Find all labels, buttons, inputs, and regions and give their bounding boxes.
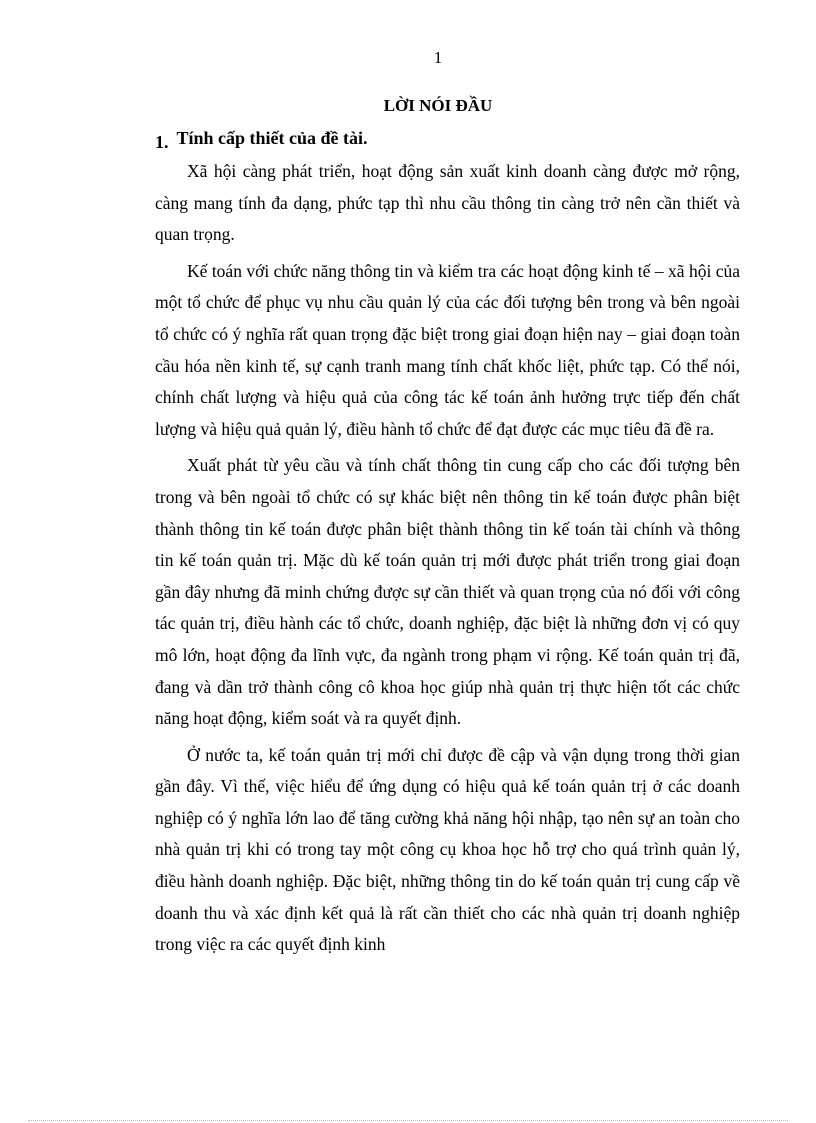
section-number: 1. <box>155 132 169 152</box>
section-heading <box>155 128 368 152</box>
footer-divider <box>28 1120 788 1121</box>
section-heading-text: Tính cấp thiết của đề tài. <box>176 128 368 148</box>
paragraph: Kế toán với chức năng thông tin và kiểm tra các hoạt động kinh tế – xã hội của một tổ chức để phục vụ nhu cầu quản lý của các đối tượng bên trong và bên ngoài tổ chức có ý nghĩa rất quan trọng đặc biệt trong giai đoạn hiện nay – giai đoạn toàn cầu hóa nền kinh tế, sự cạnh tranh mang tính chất khốc liệt, phức tạp. Có thể nói, chính chất lượng và hiệu quả của công tác kế toán ảnh hưởng trực tiếp đến chất lượng và hiệu quả quản lý, điều hành tổ chức để đạt được các mục tiêu đã đề ra. <box>155 260 740 439</box>
paragraph: Xuất phát từ yêu cầu và tính chất thông tin cung cấp cho các đối tượng bên trong và bên ngoài tổ chức có sự khác biệt nên thông tin kế toán được phân biệt thành thông tin kế toán được phân biệt thành thông tin kế toán tài chính và thông tin kế toán quản trị. Mặc dù kế toán quản trị mới được phát triển trong giai đoạn gần đây nhưng đã minh chứng được sự cần thiết và quan trọng của nó đối với công tác quản trị, điều hành các tổ chức, doanh nghiệp, đặc biệt là những đơn vị có quy mô lớn, hoạt động đa lĩnh vực, đa ngành trong phạm vi rộng. Kế toán quản trị đã, đang và dần trở thành công cô khoa học giúp nhà quản trị thực hiện tốt các chức năng hoạt động, kiểm soát và ra quyết định. <box>155 455 740 729</box>
paragraph: Ở nước ta, kế toán quản trị mới chỉ được đề cập và vận dụng trong thời gian gần đây. Vì thế, việc hiểu để ứng dụng có hiệu quả kế toán quản trị ở các doanh nghiệp có ý nghĩa lớn lao để tăng cường khả năng hội nhập, tạo nên sự an toàn cho nhà quản trị khi có trong tay một công cụ khoa học hỗ trợ cho quá trình quản lý, điều hành doanh nghiệp. Đặc biệt, những thông tin do kế toán quản trị cung cấp về doanh thu và xác định kết quả là rất cần thiết cho các nhà quản trị doanh nghiệp trong việc ra các quyết định kinh <box>155 744 740 955</box>
body-text <box>155 156 740 966</box>
page-title: LỜI NÓI ĐẦU <box>383 96 493 115</box>
page-number: 1 <box>433 48 443 67</box>
paragraph: Xã hội càng phát triển, hoạt động sản xuất kinh doanh càng được mở rộng, càng mang tính đa dạng, phức tạp thì nhu cầu thông tin càng trở nên cần thiết và quan trọng. <box>155 161 740 245</box>
